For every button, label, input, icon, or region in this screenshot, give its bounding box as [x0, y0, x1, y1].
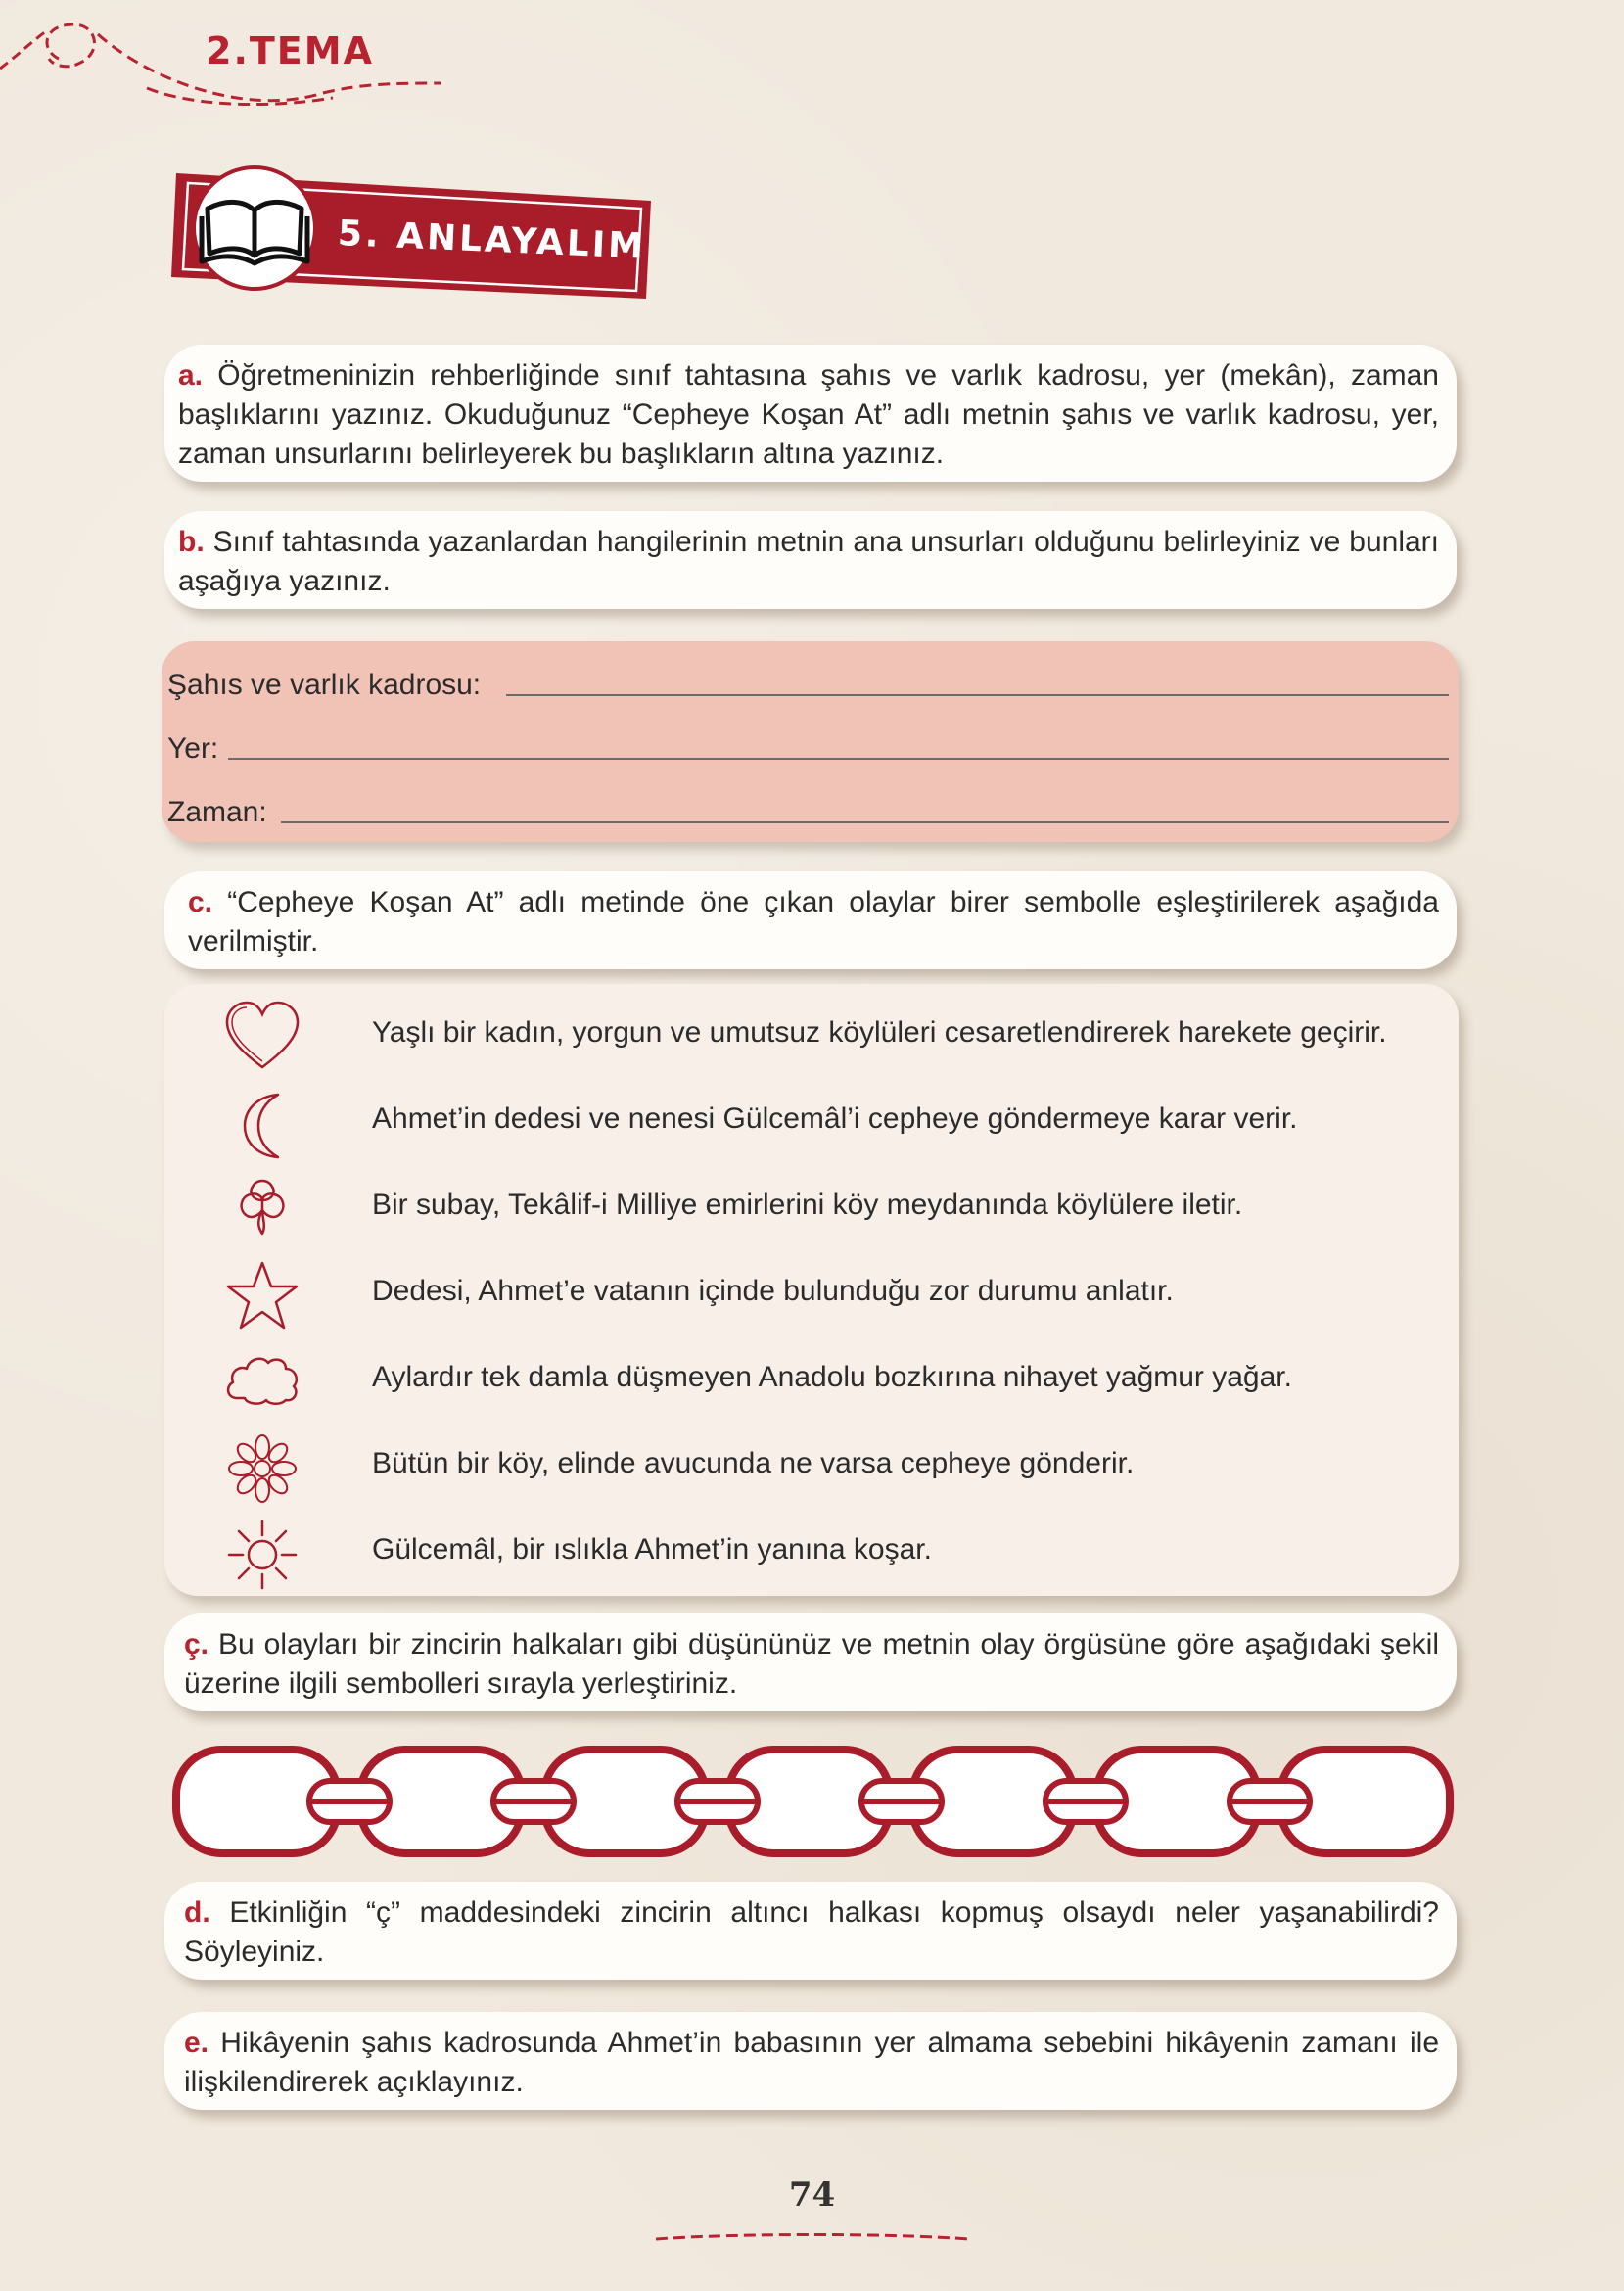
question-text: “Cepheye Koşan At” adlı metinde öne çıkan olaylar birer sembolle eşleştirilerek aşağıda verilmiştir.	[188, 886, 1439, 958]
event-item	[223, 1343, 1447, 1422]
question-d	[164, 1882, 1457, 1980]
star-icon	[223, 1257, 302, 1335]
question-letter: ç.	[184, 1628, 209, 1660]
event-text: Bütün bir köy, elinde avucunda ne varsa cepheye gönderir.	[372, 1447, 1135, 1479]
question-letter: c.	[188, 886, 213, 918]
question-text: Öğretmeninizin rehberliğinde sınıf tahtasına şahıs ve varlık kadrosu, yer (mekân), zaman başlıklarını yazınız. Okuduğunuz “Cepheye Koşan At” adlı metnin şahıs ve varlık kadrosu, yer, zaman unsurlarını belirleyerek bu başlıkların altına yazınız.	[178, 359, 1439, 470]
flower-icon	[223, 1429, 302, 1508]
event-text: Bir subay, Tekâlif-i Milliye emirlerini köy meydanında köylülere iletir.	[372, 1189, 1243, 1221]
question-b	[164, 511, 1457, 609]
event-text: Dedesi, Ahmet’e vatanın içinde bulunduğu zor durumu anlatır.	[372, 1275, 1174, 1307]
question-text: Bu olayları bir zincirin halkaları gibi düşününüz ve metnin olay örgüsüne göre aşağıdaki şekil üzerine ilgili sembolleri sırayla yerleştiriniz.	[184, 1628, 1439, 1700]
answer-label: Şahıs ve varlık kadrosu:	[167, 669, 482, 701]
question-text: Sınıf tahtasında yazanlardan hangilerinin metnin ana unsurları olduğunu belirleyiniz ve bunları aşağıya yazınız.	[178, 526, 1439, 597]
event-text: Ahmet’in dedesi ve nenesi Gülcemâl’i cepheye göndermeye karar verir.	[372, 1102, 1298, 1135]
answer-line[interactable]	[506, 694, 1449, 696]
event-text: Aylardır tek damla düşmeyen Anadolu bozkırına nihayet yağmur yağar.	[372, 1361, 1292, 1393]
page-number: 74	[788, 2175, 836, 2215]
heart-icon	[223, 999, 302, 1077]
clover-icon	[223, 1171, 302, 1249]
question-letter: d.	[184, 1896, 210, 1929]
sun-icon	[223, 1516, 302, 1594]
event-item	[223, 1516, 1447, 1594]
event-item	[223, 1171, 1447, 1249]
crescent-moon-icon	[223, 1085, 302, 1163]
answer-box	[162, 641, 1459, 842]
question-letter: a.	[178, 359, 204, 392]
question-a	[164, 345, 1457, 482]
event-text: Yaşlı bir kadın, yorgun ve umutsuz köylüleri cesaretlendirerek harekete geçirir.	[372, 1016, 1387, 1049]
events-box	[164, 984, 1459, 1596]
answer-label: Zaman:	[167, 796, 267, 828]
question-letter: e.	[184, 2027, 209, 2059]
answer-row-yer[interactable]	[167, 725, 1449, 773]
cloud-icon	[223, 1343, 302, 1422]
event-item	[223, 1429, 1447, 1508]
event-item	[223, 1257, 1447, 1335]
event-item	[223, 1085, 1447, 1163]
answer-row-zaman[interactable]	[167, 788, 1449, 837]
answer-line[interactable]	[228, 758, 1449, 760]
answer-label: Yer:	[167, 732, 219, 765]
answer-row-sahis[interactable]	[167, 661, 1449, 710]
question-e	[164, 2012, 1457, 2110]
question-text: Hikâyenin şahıs kadrosunda Ahmet’in babasının yer almama sebebini hikâyenin zamanı ile ilişkilendirerek açıklayınız.	[184, 2027, 1439, 2098]
event-text: Gülcemâl, bir ıslıkla Ahmet’in yanına koşar.	[372, 1533, 932, 1566]
answer-line[interactable]	[281, 821, 1449, 823]
theme-label: 2.TEMA	[206, 29, 374, 72]
page-number-decoration	[656, 2229, 969, 2245]
question-c	[164, 871, 1457, 969]
question-letter: b.	[178, 526, 205, 558]
section-title: 5. ANLAYALIM	[337, 213, 647, 267]
chain-diagram	[164, 1738, 1462, 1865]
question-text: Etkinliğin “ç” maddesindeki zincirin altıncı halkası kopmuş olsaydı neler yaşanabilirdi? Söyleyiniz.	[184, 1896, 1439, 1968]
event-item	[223, 999, 1447, 1077]
question-cc	[164, 1613, 1457, 1711]
book-icon	[198, 191, 311, 269]
